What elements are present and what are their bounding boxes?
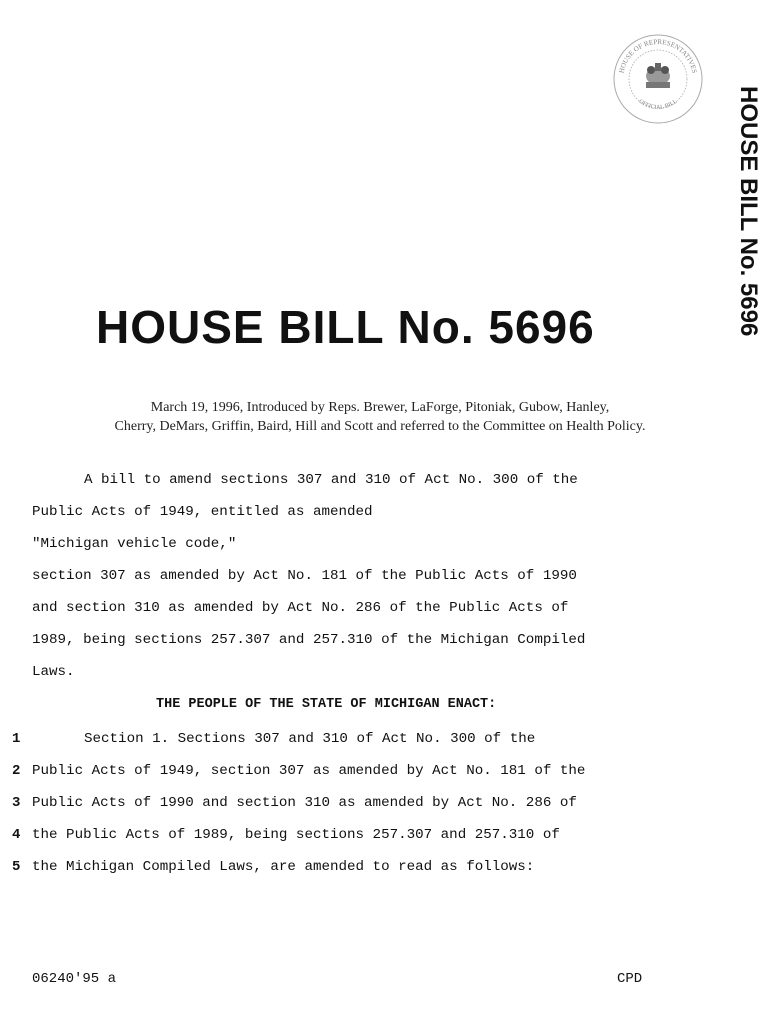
bill-text-line: 1989, being sections 257.307 and 257.310 of the Michigan Compiled — [32, 632, 586, 648]
enact-heading: THE PEOPLE OF THE STATE OF MICHIGAN ENACT: — [156, 697, 497, 712]
section-text-line: the Michigan Compiled Laws, are amended to read as follows: — [32, 859, 535, 875]
line-number: 2 — [12, 763, 21, 779]
bill-text-line: Public Acts of 1949, entitled as amended — [32, 504, 373, 520]
bill-text-line: section 307 as amended by Act No. 181 of the Public Acts of 1990 — [32, 568, 577, 584]
side-title: HOUSE BILL No. 5696 — [735, 86, 762, 337]
bill-text-line: A bill to amend sections 307 and 310 of Act No. 300 of the — [84, 472, 578, 488]
document-code: 06240'95 a — [32, 971, 117, 987]
seal-bottom-text: OFFICIAL BILL — [637, 98, 679, 111]
intro-line-2: Cherry, DeMars, Griffin, Baird, Hill and Scott and referred to the Committee on Health Policy. — [114, 419, 646, 434]
svg-text:OFFICIAL BILL — [638, 99, 679, 111]
bill-text-line: and section 310 as amended by Act No. 286 of the Public Acts of — [32, 600, 569, 616]
section-text-line: the Public Acts of 1989, being sections 257.307 and 257.310 of — [32, 827, 560, 843]
seal-top-text: HOUSE OF REPRESENTATIVES — [617, 37, 699, 74]
intro-line-1: March 19, 1996, Introduced by Reps. Brewer, LaForge, Pitoniak, Gubow, Hanley, — [150, 400, 610, 415]
line-number: 1 — [12, 731, 21, 747]
page-title: HOUSE BILL No. 5696 — [96, 301, 595, 353]
section-text-line: Section 1. Sections 307 and 310 of Act No. 300 of the — [84, 731, 536, 747]
line-number: 3 — [12, 795, 21, 811]
section-text-line: Public Acts of 1990 and section 310 as amended by Act No. 286 of — [32, 795, 577, 811]
official-seal-icon — [611, 32, 705, 126]
introduction-paragraph — [30, 398, 730, 436]
bill-text-line: "Michigan vehicle code," — [32, 536, 237, 552]
bill-text-line: Laws. — [32, 664, 75, 680]
line-number: 4 — [12, 827, 21, 843]
section-text-line: Public Acts of 1949, section 307 as amended by Act No. 181 of the — [32, 763, 586, 779]
line-number: 5 — [12, 859, 21, 875]
drafter-code: CPD — [617, 971, 643, 987]
